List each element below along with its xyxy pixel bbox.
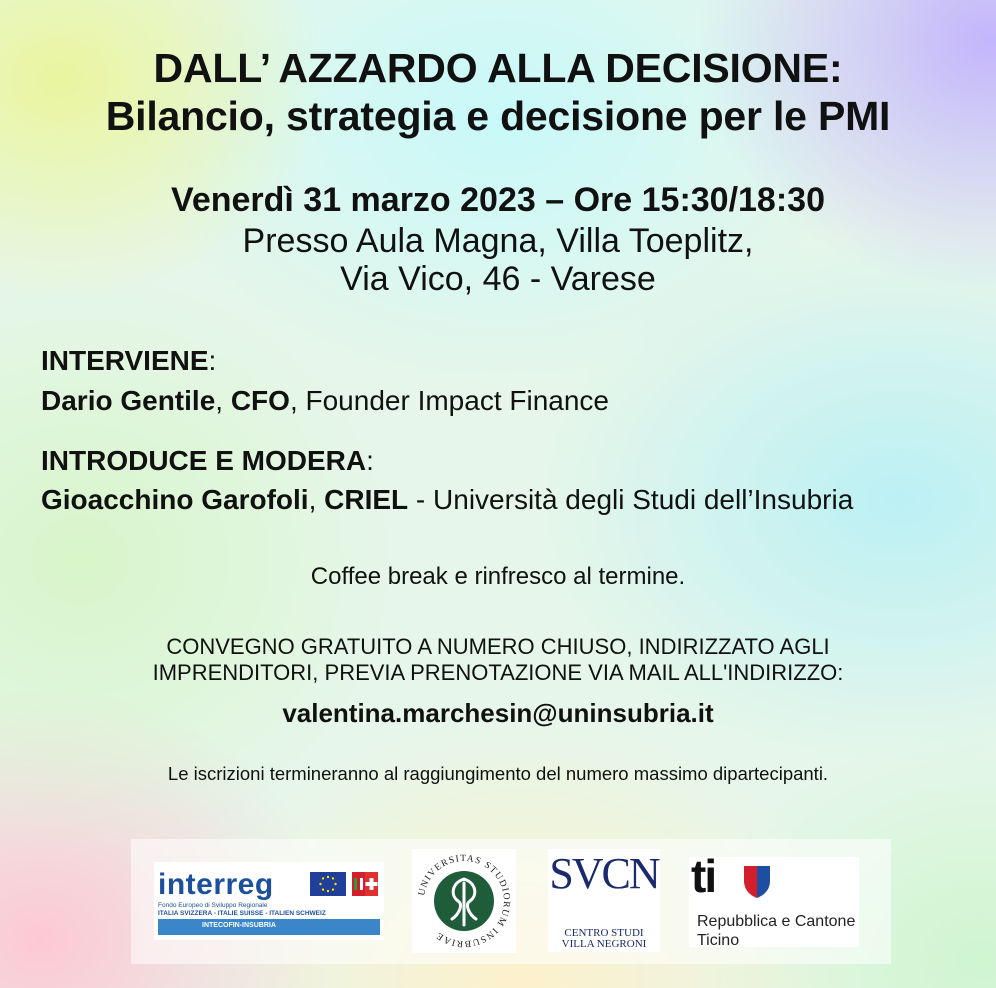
event-date-time: Venerdì 31 marzo 2023 – Ore 15:30/18:30 bbox=[171, 181, 825, 219]
event-address: Via Vico, 46 - Varese bbox=[340, 260, 656, 298]
closing-note: Le iscrizioni termineranno al raggiungimento del numero massimo dipartecipanti. bbox=[167, 763, 829, 784]
speaker-organization: Founder Impact Finance bbox=[305, 385, 609, 416]
speaker-separator: , bbox=[215, 385, 231, 416]
ticino-shield-icon bbox=[743, 865, 771, 899]
ticino-canton-logo bbox=[689, 857, 859, 947]
modera-label: INTRODUCE E MODERA bbox=[41, 445, 367, 476]
ticino-caption-line2: Ticino bbox=[697, 932, 740, 947]
event-venue: Presso Aula Magna, Villa Toeplitz, bbox=[242, 222, 754, 260]
svcn-caption-line1: CENTRO STUDI bbox=[564, 927, 644, 939]
svcn-caption-line2: VILLA NEGRONI bbox=[561, 938, 647, 950]
interreg-logo bbox=[154, 862, 384, 940]
speaker-name: Dario Gentile bbox=[41, 385, 216, 416]
interreg-countries: ITALIA SVIZZERA - ITALIE SUISSE - ITALIEN SCHWEIZ bbox=[158, 910, 326, 917]
modera-heading bbox=[41, 444, 374, 478]
insubria-ring-text: UNIVERSITAS STUDIORUM INSUBRIAE bbox=[417, 853, 512, 949]
interreg-wordmark: interreg bbox=[158, 868, 274, 901]
moderator-line bbox=[41, 483, 853, 517]
coffee-break-note: Coffee break e rinfresco al termine. bbox=[310, 563, 686, 590]
ticino-mark: ti bbox=[691, 857, 716, 902]
moderator-name: Gioacchino Garofoli bbox=[41, 484, 309, 515]
ticino-caption-line1: Repubblica e Cantone bbox=[697, 913, 856, 930]
moderator-separator: - bbox=[408, 484, 434, 515]
registration-note-line2: IMPRENDITORI, PREVIA PRENOTAZIONE VIA MAIL ALL'INDIRIZZO: bbox=[152, 660, 844, 685]
speaker-line bbox=[41, 384, 609, 418]
insubria-university-seal bbox=[412, 849, 516, 953]
interviene-heading bbox=[41, 344, 216, 378]
interviene-label: INTERVIENE bbox=[41, 345, 209, 376]
registration-note-line1: CONVEGNO GRATUITO A NUMERO CHIUSO, INDIRIZZATO AGLI bbox=[166, 634, 830, 659]
speaker-role: CFO bbox=[230, 385, 290, 416]
interreg-subtitle: Fondo Europeo di Sviluppo Regionale bbox=[158, 902, 268, 909]
italy-swiss-flag-icon bbox=[352, 872, 378, 896]
modera-colon: : bbox=[366, 445, 374, 476]
event-title: DALL’ AZZARDO ALLA DECISIONE: bbox=[153, 45, 843, 91]
svcn-monogram: SVCN bbox=[549, 849, 659, 898]
event-subtitle: Bilancio, strategia e decisione per le PMI bbox=[105, 93, 891, 139]
centro-studi-villa-negroni-logo bbox=[548, 849, 660, 952]
moderator-role: CRIEL bbox=[324, 484, 409, 515]
moderator-organization: Università degli Studi dell’Insubria bbox=[433, 484, 854, 515]
interreg-project-name: INTECOFIN-INSUBRIA bbox=[202, 922, 276, 929]
interviene-colon: : bbox=[208, 345, 217, 376]
interreg-project-bar bbox=[158, 919, 380, 935]
eu-flag-icon bbox=[310, 872, 346, 896]
speaker-separator: , bbox=[289, 385, 306, 416]
moderator-separator: , bbox=[308, 484, 325, 515]
registration-email-link[interactable]: valentina.marchesin@uninsubria.it bbox=[282, 698, 714, 728]
